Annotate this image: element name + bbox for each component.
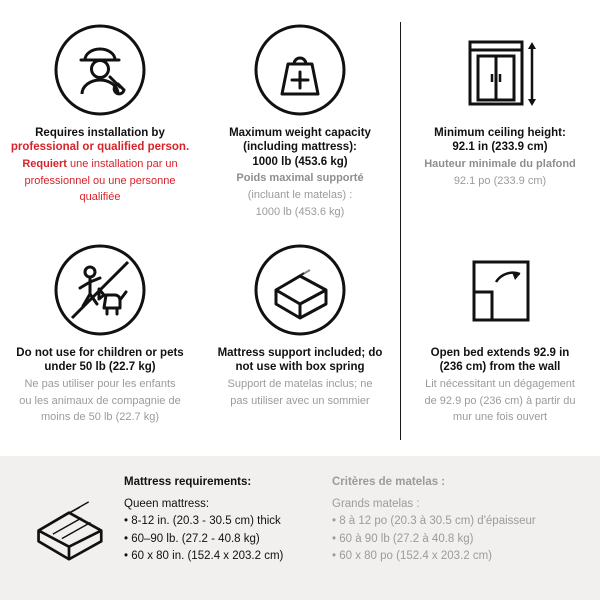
text-fr-line3: 1000 lb (453.6 kg) — [255, 205, 345, 218]
band-line-en-0: Queen mattress: — [124, 498, 210, 510]
band-line-en-3: • 60 x 80 in. (152.4 x 203.2 cm) — [124, 549, 284, 562]
text-fr-rest: une installation par un — [66, 157, 178, 170]
text-en-line2: not use with box spring — [235, 361, 365, 374]
text-fr-line3: mur une fois ouvert — [452, 411, 548, 424]
cell-mattress-support-text — [218, 346, 383, 408]
text-fr-emphasis: Requiert — [22, 157, 67, 170]
band-line-en-1: • 8-12 in. (20.3 - 30.5 cm) thick — [124, 515, 281, 528]
cell-installation-text — [11, 126, 189, 205]
text-en-line2: (236 cm) from the wall — [439, 361, 561, 374]
mattress-support-icon — [252, 242, 348, 338]
text-en-line2: (including mattress): — [243, 141, 357, 154]
cell-ceiling-height — [400, 16, 600, 236]
cell-installation — [0, 16, 200, 236]
installer-person-icon — [52, 22, 148, 118]
text-fr-line1: Lit nécessitant un dégagement — [425, 377, 575, 390]
band-line-en-2: • 60–90 lb. (27.2 - 40.8 kg) — [124, 532, 260, 545]
cell-weight-text — [229, 126, 371, 219]
text-fr-line1: Hauteur minimale du plafond — [424, 157, 576, 170]
text-fr-line1: Ne pas utiliser pour les enfants — [24, 377, 176, 390]
text-en-line1: Minimum ceiling height: — [434, 127, 566, 139]
text-fr-line3: moins de 50 lb (22.7 kg) — [40, 411, 159, 424]
no-children-pets-icon — [52, 242, 148, 338]
text-fr-line1: Poids maximal supporté — [236, 172, 364, 185]
text-en-line3: 1000 lb (453.6 kg) — [252, 155, 348, 168]
text-en-rest: installation by — [84, 127, 165, 139]
text-en-line2: 92.1 in (233.9 cm) — [452, 141, 548, 154]
band-line-fr-3: • 60 x 80 po (152.4 x 203.2 cm) — [332, 549, 493, 562]
open-bed-clearance-icon — [452, 242, 548, 338]
band-line-fr-1: • 8 à 12 po (20.3 à 30.5 cm) d'épaisseur — [332, 515, 536, 528]
band-title-en: Mattress requirements: — [124, 476, 252, 488]
icon-grid — [0, 16, 600, 456]
text-fr-line2: professionnel ou une personne — [24, 174, 176, 187]
text-fr-line3: qualifiée — [79, 191, 121, 204]
cell-ceiling-text — [424, 126, 576, 188]
cell-mattress-support — [200, 236, 400, 456]
cell-open-bed-clearance — [400, 236, 600, 456]
mattress-requirements-en — [124, 472, 324, 565]
text-en-line1: Do not use for children or pets — [16, 347, 184, 359]
text-en-line1: Open bed extends 92.9 in — [430, 347, 570, 359]
text-fr-line2: (incluant le matelas) : — [247, 188, 353, 201]
mattress-requirements-band — [0, 456, 600, 600]
band-line-fr-0: Grands matelas : — [332, 498, 420, 510]
cell-weight-capacity — [200, 16, 400, 236]
text-fr-line2: ou les animaux de compagnie de — [19, 394, 181, 407]
text-fr-line1-wrap — [11, 158, 189, 172]
weight-plus-icon — [252, 22, 348, 118]
text-fr-line2: 92.1 po (233.9 cm) — [453, 174, 547, 187]
band-title-fr: Critères de matelas : — [332, 476, 446, 488]
text-en-line1: Maximum weight capacity — [229, 127, 371, 139]
cell-open-bed-text — [424, 346, 575, 425]
text-fr-line1: Support de matelas inclus; ne — [227, 377, 373, 390]
cell-no-children-pets — [0, 236, 200, 456]
mattress-icon — [14, 472, 124, 570]
text-en-line2: professional or qualified person. — [10, 141, 190, 154]
text-fr-line2: de 92.9 po (236 cm) à partir du — [424, 394, 576, 407]
text-fr-line2: pas utiliser avec un sommier — [230, 394, 370, 407]
text-en-emphasis: Requires — [35, 127, 85, 139]
band-line-fr-2: • 60 à 90 lb (27.2 à 40.8 kg) — [332, 532, 474, 545]
ceiling-height-icon — [452, 22, 548, 118]
cell-no-children-text — [16, 346, 183, 425]
text-en-line2: under 50 lb (22.7 kg) — [44, 361, 156, 374]
text-en-line1: Mattress support included; do — [217, 347, 383, 359]
mattress-requirements-fr — [324, 472, 579, 565]
